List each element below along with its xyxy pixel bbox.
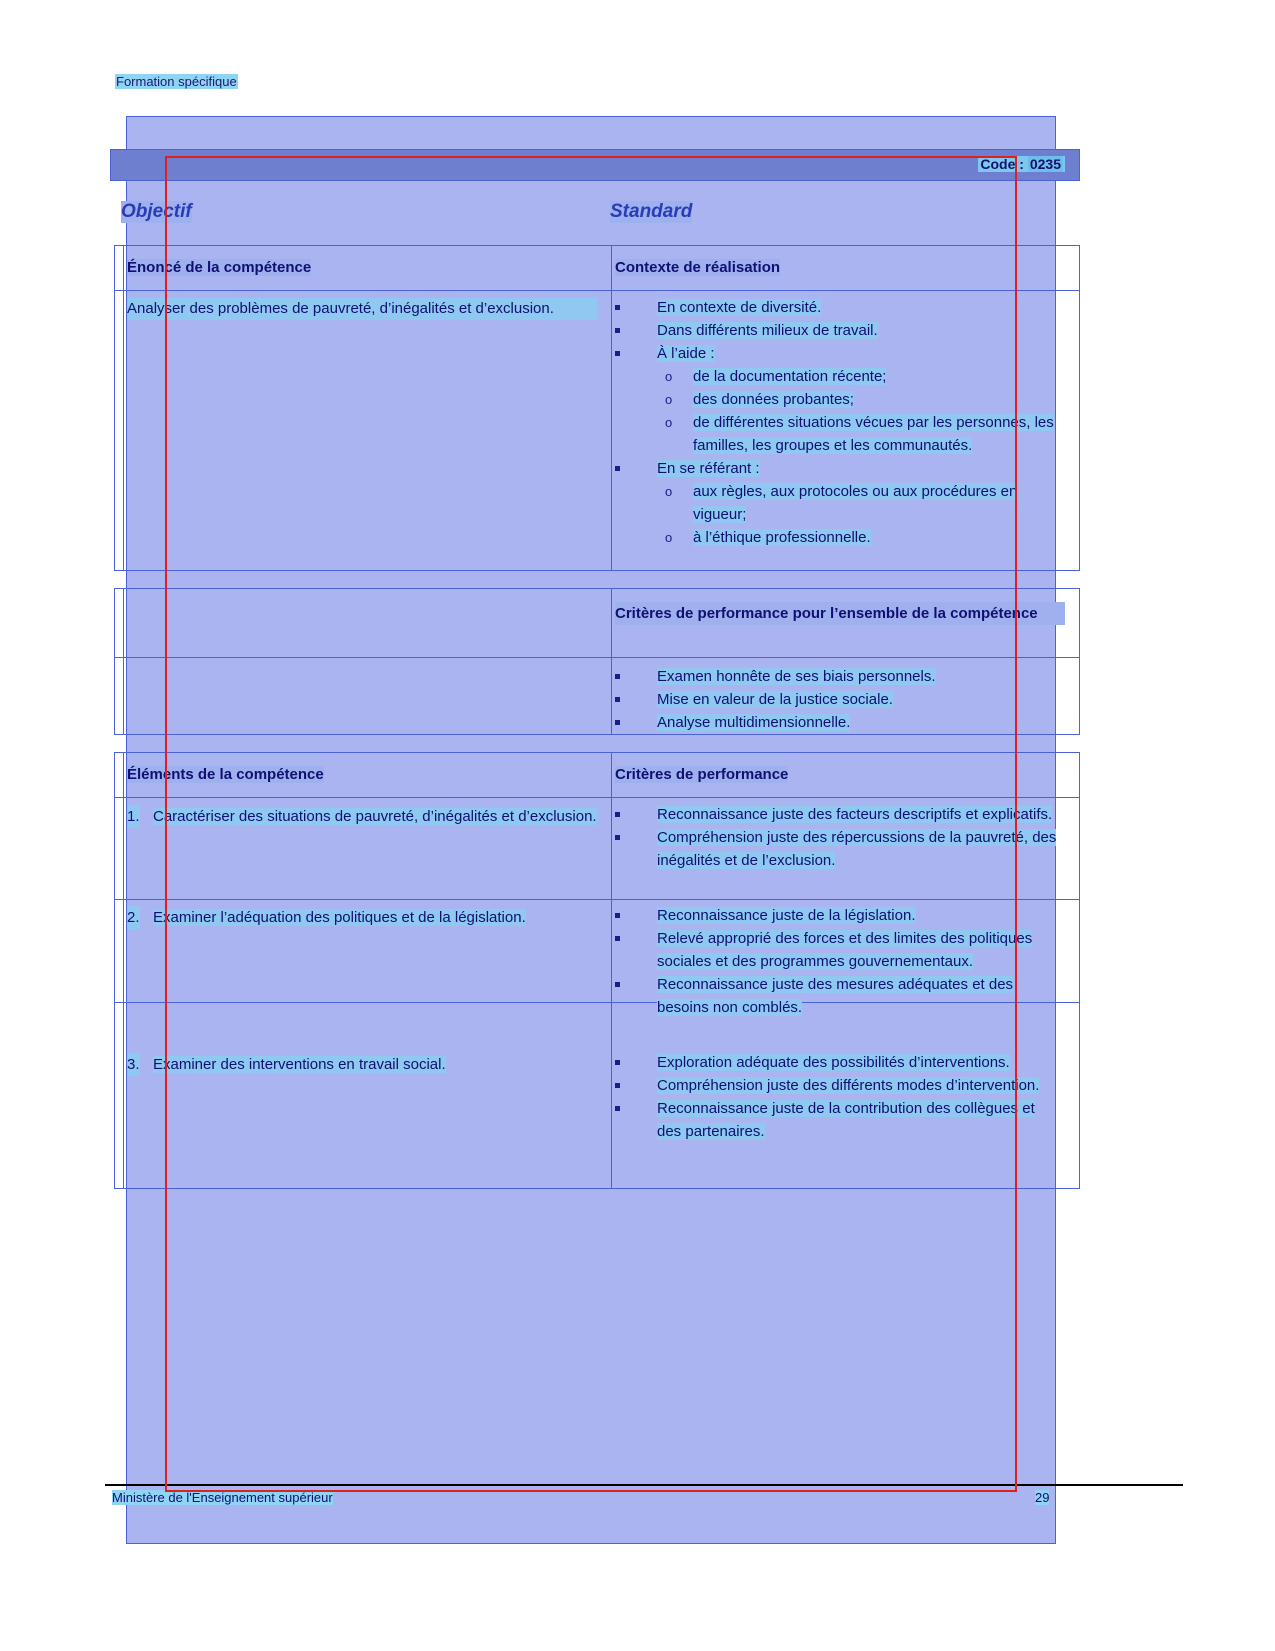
criteres-ensemble-header: Critères de performance pour l’ensemble de la compétence — [615, 602, 1065, 625]
element-text: Examiner des interventions en travail social. — [153, 1056, 446, 1073]
list-item: o des données probantes; — [657, 388, 1063, 411]
code-bar — [110, 149, 1080, 181]
elements-header: Éléments de la compétence — [127, 766, 324, 783]
footer-left-text: Ministère de l'Enseignement supérieur — [112, 1490, 333, 1505]
list-item: Reconnaissance juste de la contribution des collègues et des partenaires. — [613, 1097, 1063, 1143]
block-elements-criteres — [114, 752, 1080, 1189]
sub-list — [657, 480, 1063, 549]
list-item: En se référant : o aux règles, aux protocoles ou aux procédures en vigueur; o à l’éthique professionnelle. — [613, 457, 1063, 549]
block-enonce-contexte — [114, 245, 1080, 571]
list-item: o de la documentation récente; — [657, 365, 1063, 388]
contexte-header: Contexte de réalisation — [615, 259, 781, 276]
list-item: Reconnaissance juste des facteurs descriptifs et explicatifs. — [613, 803, 1063, 826]
table-row — [127, 1053, 597, 1076]
list-item: Dans différents milieux de travail. — [613, 319, 1063, 342]
element-text: Caractériser des situations de pauvreté, d’inégalités et d’exclusion. — [153, 808, 597, 825]
element-2 — [127, 906, 597, 929]
table-row — [127, 805, 597, 828]
list-item: o à l’éthique professionnelle. — [657, 526, 1063, 549]
list-item: o aux règles, aux protocoles ou aux procédures en vigueur; — [657, 480, 1063, 526]
standard-heading: Standard — [610, 201, 693, 222]
list-item: Compréhension juste des répercussions de la pauvreté, des inégalités et de l’exclusion. — [613, 826, 1063, 872]
list-item: o de différentes situations vécues par les personnes, les familles, les groupes et les communautés. — [657, 411, 1063, 457]
element-3 — [127, 1053, 597, 1076]
element-1 — [127, 805, 597, 828]
competence-statement: Analyser des problèmes de pauvreté, d’inégalités et d’exclusion. — [127, 298, 597, 320]
criteria-list-1 — [613, 803, 1063, 872]
grid-line — [115, 797, 1079, 798]
grid-line — [123, 246, 124, 570]
grid-line — [115, 657, 1079, 658]
element-number: 1. — [127, 805, 140, 828]
sub-list — [657, 365, 1063, 457]
list-item: Examen honnête de ses biais personnels. — [613, 665, 1053, 688]
grid-line — [115, 899, 1079, 900]
document-kicker: Formation spécifique — [116, 74, 237, 89]
grid-line — [611, 589, 612, 734]
code-label: Code : — [980, 156, 1024, 172]
list-item: En contexte de diversité. — [613, 296, 1063, 319]
list-item: Reconnaissance juste de la législation. — [613, 904, 1063, 927]
code-chip — [978, 156, 1065, 172]
objectif-heading: Objectif — [121, 201, 192, 222]
objectif-standard-row — [112, 198, 1080, 232]
grid-line — [123, 589, 124, 734]
list-item: Reconnaissance juste des mesures adéquates et des besoins non comblés. — [613, 973, 1063, 1019]
grid-line — [123, 753, 124, 1188]
element-text: Examiner l’adéquation des politiques et de la législation. — [153, 909, 526, 926]
grid-line — [611, 753, 612, 1188]
element-number: 2. — [127, 906, 140, 929]
criteres-ensemble-list — [613, 665, 1053, 734]
list-item: Relevé approprié des forces et des limites des politiques sociales et des programmes gouvernementaux. — [613, 927, 1063, 973]
table-row — [127, 906, 597, 929]
grid-line — [611, 246, 612, 570]
list-item: À l’aide : o de la documentation récente; o des données probantes; o de différentes situations vécues par les personnes, les familles, les groupes et les communautés. — [613, 342, 1063, 457]
element-number: 3. — [127, 1053, 140, 1076]
list-item: Analyse multidimensionnelle. — [613, 711, 1053, 734]
list-item: Mise en valeur de la justice sociale. — [613, 688, 1053, 711]
criteria-list-3 — [613, 1051, 1063, 1143]
contexte-list — [613, 296, 1063, 549]
code-value: 0235 — [1029, 156, 1061, 172]
list-item: Exploration adéquate des possibilités d’interventions. — [613, 1051, 1063, 1074]
grid-line — [115, 290, 1079, 291]
criteres-header: Critères de performance — [615, 766, 789, 783]
list-item: Compréhension juste des différents modes d’intervention. — [613, 1074, 1063, 1097]
footer-page-number: 29 — [1035, 1490, 1050, 1505]
criteria-list-2 — [613, 904, 1063, 1019]
footer-rule — [105, 1484, 1183, 1486]
enonce-header: Énoncé de la compétence — [127, 259, 312, 276]
block-criteres-ensemble — [114, 588, 1080, 735]
